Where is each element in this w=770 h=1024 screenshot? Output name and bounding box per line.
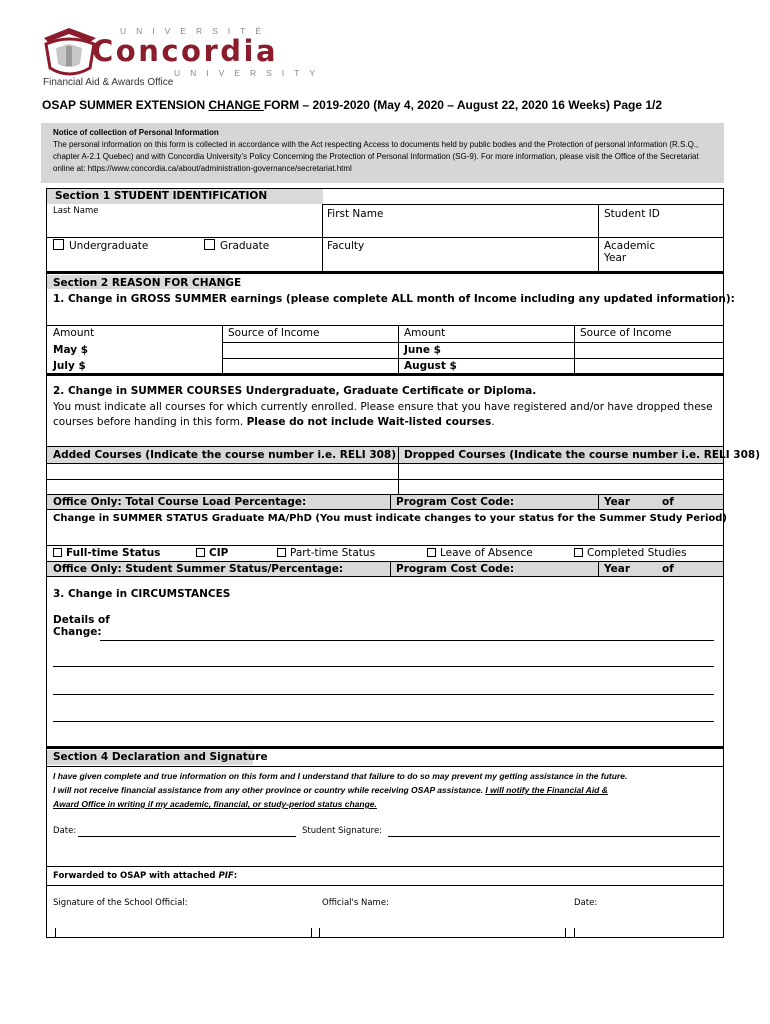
checkbox-icon (204, 239, 215, 250)
source-header-left: Source of Income (228, 327, 320, 339)
checkbox-icon (196, 548, 205, 557)
section1-title: Section 1 STUDENT IDENTIFICATION (55, 190, 268, 202)
university-bottom-text: UNIVERSITY (174, 68, 326, 78)
q2-title: 2. Change in SUMMER COURSES Undergraduate, Graduate Certificate or Diploma. (53, 385, 537, 397)
of-label: of (662, 496, 674, 508)
undergraduate-checkbox[interactable]: Undergraduate (53, 239, 148, 252)
cip-checkbox[interactable]: CIP (196, 547, 228, 559)
checkbox-icon (53, 548, 62, 557)
details-label: Details of Change: (53, 614, 110, 638)
section2-title: Section 2 REASON FOR CHANGE (53, 277, 242, 289)
july-amount-field[interactable]: July $ (53, 360, 86, 372)
declaration-text: I have given complete and true information on this form and I understand that failure to do so may prevent my getting assistance in the future. I will not receive financial assistance from any other province or country while receiving OSAP assistance. I will notify the Financial Aid & Award Office in writing if my academic, financial, or study-period status change. (53, 771, 628, 809)
details-line-2[interactable] (53, 666, 714, 667)
details-line-1[interactable] (100, 640, 714, 641)
may-amount-field[interactable]: May $ (53, 344, 89, 356)
student-signature-label: Student Signature: (302, 826, 383, 836)
q2-body: You must indicate all courses for which currently enrolled. Please ensure that you have registered and/or have dropped these courses before handing in this form. Please do not include Wait-listed courses. (53, 401, 713, 428)
student-signature-line[interactable] (388, 836, 720, 837)
brand-name: Concordia (92, 34, 279, 68)
privacy-notice (41, 123, 724, 183)
section4-title: Section 4 Declaration and Signature (53, 751, 268, 763)
faculty-field[interactable]: Faculty (327, 240, 365, 252)
notice-body: The personal information on this form is collected in accordance with the Act respecting Access to documents held by public bodies and the Protection of personal information (R.S.Q., chapter A-2.1 Quebec) and with Concordia University's Policy Concerning the Protection of Personal Information (SG-9). For more information, please visit the Office of the Secretariat online at: https://www.concordia.ca/about/administration-governance/secretariat.html (53, 140, 699, 173)
concordia-logo-icon (40, 24, 98, 80)
checkbox-icon (574, 548, 583, 557)
checkbox-icon (53, 239, 64, 250)
forwarded-label: Forwarded to OSAP with attached PIF: (53, 871, 238, 881)
graduate-checkbox[interactable]: Graduate (204, 239, 269, 252)
university-top-text: UNIVERSITÉ (120, 26, 272, 36)
last-name-label: Last Name (53, 206, 99, 216)
date-line[interactable] (78, 836, 296, 837)
office-status: Office Only: Student Summer Status/Percentage: (53, 563, 344, 575)
office-name: Financial Aid & Awards Office (43, 77, 174, 88)
dropped-courses-header: Dropped Courses (Indicate the course number i.e. RELI 308) (404, 449, 761, 461)
amount-header-left: Amount (53, 327, 95, 339)
of-label-2: of (662, 563, 674, 575)
program-cost-code: Program Cost Code: (396, 496, 515, 508)
completed-checkbox[interactable]: Completed Studies (574, 547, 687, 559)
source-header-right: Source of Income (580, 327, 672, 339)
school-official-signature-line[interactable] (58, 937, 308, 938)
details-line-3[interactable] (53, 694, 714, 695)
leave-checkbox[interactable]: Leave of Absence (427, 547, 533, 559)
fulltime-checkbox[interactable]: Full-time Status (53, 547, 160, 559)
date-label: Date: (53, 826, 77, 836)
details-line-4[interactable] (53, 721, 714, 722)
program-cost-code-2: Program Cost Code: (396, 563, 515, 575)
status-title: Change in SUMMER STATUS Graduate MA/PhD (You must indicate changes to your status for the Summer Study Period) (53, 513, 727, 524)
academic-year-field[interactable]: Academic Year (604, 240, 656, 264)
checkbox-icon (427, 548, 436, 557)
q3-title: 3. Change in CIRCUMSTANCES (53, 588, 231, 600)
date2-line[interactable] (578, 937, 722, 938)
year-label: Year (604, 496, 631, 508)
first-name-field[interactable]: First Name (327, 208, 384, 220)
q1-title: 1. Change in GROSS SUMMER earnings (please complete ALL month of Income including any updated information): (53, 293, 735, 305)
checkbox-icon (277, 548, 286, 557)
added-courses-header: Added Courses (Indicate the course number i.e. RELI 308) (53, 449, 397, 461)
student-id-field[interactable]: Student ID (604, 208, 660, 220)
date2-label: Date: (574, 898, 598, 908)
june-amount-field[interactable]: June $ (404, 344, 441, 356)
notice-title: Notice of collection of Personal Information (53, 128, 219, 137)
official-name-line[interactable] (322, 937, 562, 938)
amount-header-right: Amount (404, 327, 446, 339)
august-amount-field[interactable]: August $ (404, 360, 457, 372)
year-label-2: Year (604, 563, 631, 575)
form-title: OSAP SUMMER EXTENSION CHANGE FORM – 2019-2020 (May 4, 2020 – August 22, 2020 16 Weeks) Page 1/2 (42, 98, 663, 112)
school-official-label: Signature of the School Official: (53, 898, 188, 908)
office-course-load: Office Only: Total Course Load Percentage: (53, 496, 307, 508)
parttime-checkbox[interactable]: Part-time Status (277, 547, 375, 559)
official-name-label: Official's Name: (322, 898, 389, 908)
